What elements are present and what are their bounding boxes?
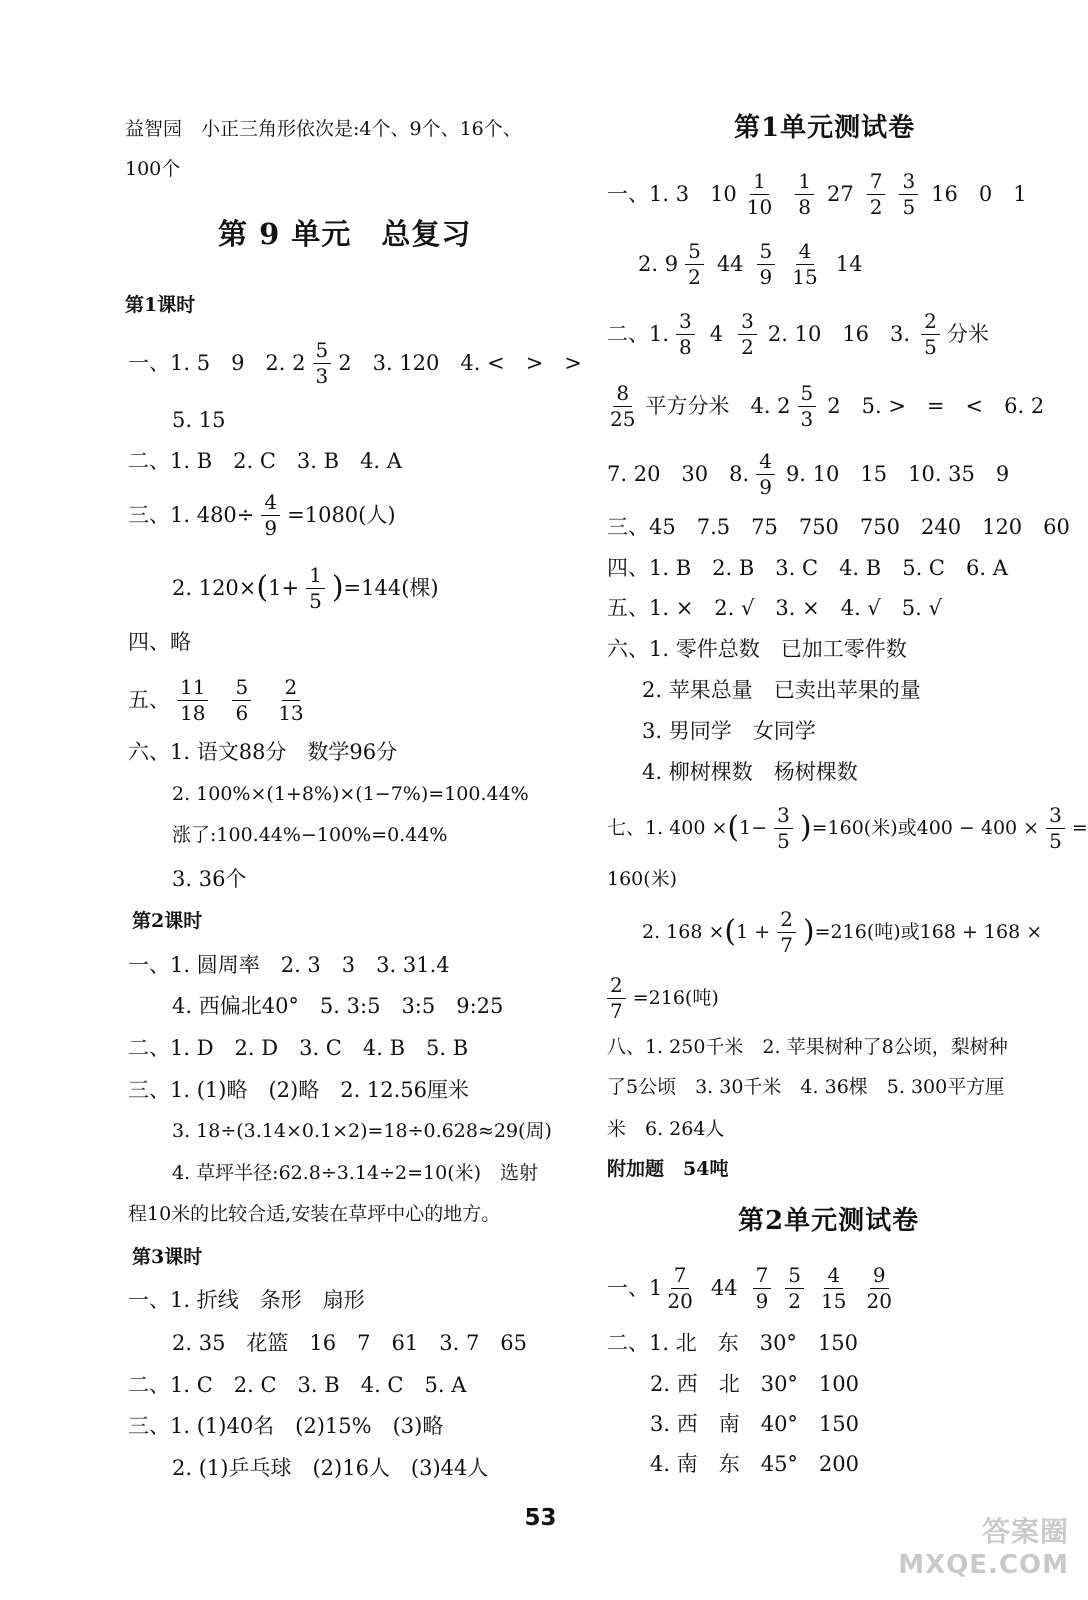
test1-q6-1: 六、1. 零件总数 已加工零件数 — [607, 637, 907, 661]
unit-title: 第 9 单元 总复习 — [218, 217, 472, 251]
fraction: $\frac{2}{7}$ — [607, 975, 626, 1022]
fraction: $\frac{3}{5}$ — [1046, 805, 1065, 852]
fraction: $\frac{3}{8}$ — [676, 311, 695, 358]
test2-q2-3: 3. 西 南 40° 150 — [650, 1412, 860, 1436]
fraction: $\frac{5}{2}$ — [685, 241, 704, 288]
lesson1-q6-3: 3. 36个 — [172, 867, 247, 891]
lesson1-q1-5: 5. 15 — [172, 408, 226, 432]
fraction: $\frac{5}{9}$ — [757, 241, 776, 288]
test1-q2-line3: 7. 20 30 8. $\frac{4}{9}$ 9. 10 15 10. 35 9 — [607, 448, 1010, 499]
fraction: $\frac{3}{5}$ — [899, 171, 918, 218]
lesson2-q3-1: 三、1. (1)略 (2)略 2. 12.56厘米 — [128, 1078, 470, 1102]
fraction: $\frac{2}{7}$ — [777, 909, 796, 956]
test1-q8-3: 米 6. 264人 — [607, 1118, 725, 1140]
fraction: $\frac{4}{15}$ — [821, 1262, 847, 1313]
fraction: $\frac{5}{3}$ — [798, 383, 817, 430]
test1-q4: 四、1. B 2. B 3. C 4. B 5. C 6. A — [607, 556, 1008, 580]
test2-q2-1: 二、1. 北 东 30° 150 — [607, 1331, 859, 1355]
fraction: $\frac{4}{15}$ — [792, 238, 818, 289]
fraction: $\frac{5}{6}$ — [232, 677, 251, 724]
test1-q1-line1: 一、1. 3 10 $\frac{1}{10}$ $\frac{1}{8}$ 27 $\frac{7}{2}$ $\frac{3}{5}$ 16 0 1 — [607, 168, 1027, 219]
lesson3-title: 第3课时 — [132, 1246, 203, 1268]
test1-q7-1b: 160(米) — [607, 868, 678, 890]
fraction: $\frac{3}{5}$ — [774, 805, 793, 852]
lesson1-q3-2: 2. 120× ( 1+ $\frac{1}{5}$ ) =144(棵) — [172, 562, 439, 613]
test2-q1: 一、1 $\frac{7}{20}$ 44 $\frac{7}{9}$ $\frac{5}{2}$ $\frac{4}{15}$ $\frac{9}{20}$ — [607, 1262, 902, 1314]
fraction: $\frac{4}{9}$ — [756, 451, 775, 498]
test1-q7-2: 2. 168 × ( 1 + $\frac{2}{7}$ ) =216(吨)或168 + 168 × — [642, 906, 1043, 957]
lesson1-q4: 四、略 — [128, 630, 191, 654]
fraction: $\frac{5}{3}$ — [313, 340, 332, 387]
lesson3-q3-2: 2. (1)乒乓球 (2)16人 (3)44人 — [172, 1456, 489, 1480]
lesson2-q3-4: 4. 草坪半径:62.8÷3.14÷2=10(米) 选射 — [172, 1162, 539, 1184]
puzzle-line-1: 益智园 小正三角形依次是:4个、9个、16个、 — [125, 118, 522, 140]
fraction: $\frac{9}{20}$ — [866, 1262, 892, 1313]
test1-bonus: 附加题 54吨 — [607, 1158, 729, 1180]
test1-q7-2b: $\frac{2}{7}$ =216(吨) — [607, 972, 719, 1024]
lesson3-q1-2: 2. 35 花篮 16 7 61 3. 7 65 — [172, 1331, 528, 1355]
fraction: $\frac{2}{5}$ — [921, 311, 940, 358]
fraction: $\frac{2}{13}$ — [278, 674, 304, 725]
lesson1-q1: 一、1. 5 9 2. 2 $\frac{5}{3}$ 2 3. 120 4. < > > — [128, 337, 582, 388]
fraction: $\frac{1}{5}$ — [306, 565, 325, 612]
lesson2-q1-2: 4. 西偏北40° 5. 3:5 3:5 9:25 — [172, 994, 504, 1018]
test1-title: 第1单元测试卷 — [734, 113, 916, 143]
lesson2-title: 第2课时 — [132, 910, 203, 932]
test1-q2-line1: 二、1. $\frac{3}{8}$ 4 $\frac{3}{2}$ 2. 10 16 3. $\frac{2}{5}$ 分米 — [607, 308, 989, 359]
test1-q8-2: 了5公顷 3. 30千米 4. 36棵 5. 300平方厘 — [607, 1076, 1005, 1098]
fraction: $\frac{7}{20}$ — [667, 1262, 693, 1313]
test1-q8-1: 八、1. 250千米 2. 苹果树种了8公顷，梨树种 — [607, 1036, 1008, 1058]
fraction: $\frac{7}{9}$ — [753, 1265, 772, 1312]
test1-q7-1: 七、1. 400 × ( 1− $\frac{3}{5}$ ) =160(米)或400 − 400 × $\frac{3}{5}$ = — [607, 802, 1088, 853]
test2-title: 第2单元测试卷 — [738, 1206, 920, 1236]
fraction: $\frac{1}{8}$ — [795, 171, 814, 218]
fraction: $\frac{7}{2}$ — [867, 171, 886, 218]
fraction: $\frac{3}{2}$ — [738, 311, 757, 358]
fraction: $\frac{4}{9}$ — [261, 492, 280, 539]
lesson3-q2: 二、1. C 2. C 3. B 4. C 5. A — [128, 1373, 467, 1397]
puzzle-line-2: 100个 — [125, 158, 181, 180]
lesson3-q3-1: 三、1. (1)40名 (2)15% (3)略 — [128, 1414, 444, 1438]
test1-q1-line2: 2. 9 $\frac{5}{2}$ 44 $\frac{5}{9}$ $\frac{4}{15}$ 14 — [638, 238, 863, 289]
test1-q5: 五、1. × 2. √ 3. × 4. √ 5. √ — [607, 596, 942, 620]
lesson1-q6-2b: 涨了:100.44%−100%=0.44% — [172, 824, 448, 846]
fraction: $\frac{11}{18}$ — [177, 677, 208, 724]
lesson1-q3-1: 三、1. 480÷ $\frac{4}{9}$ =1080(人) — [128, 489, 396, 540]
lesson1-q5: 五、 $\frac{11}{18}$ $\frac{5}{6}$ $\frac{2}{13}$ — [128, 675, 314, 725]
lesson1-q6-1: 六、1. 语文88分 数学96分 — [128, 740, 398, 764]
test1-q3: 三、45 7.5 75 750 750 240 120 60 — [607, 515, 1070, 539]
lesson2-q2: 二、1. D 2. D 3. C 4. B 5. B — [128, 1036, 469, 1060]
lesson2-q3-4b: 程10米的比较合适,安装在草坪中心的地方。 — [128, 1203, 501, 1225]
test1-q6-3: 3. 男同学 女同学 — [642, 719, 816, 743]
fraction: $\frac{8}{25}$ — [610, 380, 636, 431]
lesson3-q1-1: 一、1. 折线 条形 扇形 — [128, 1288, 365, 1312]
test1-q6-4: 4. 柳树棵数 杨树棵数 — [642, 760, 858, 784]
lesson2-q1-1: 一、1. 圆周率 2. 3 3 3. 31.4 — [128, 953, 450, 977]
lesson2-q3-3: 3. 18÷(3.14×0.1×2)=18÷0.628≈29(周) — [172, 1120, 552, 1142]
lesson1-q6-2: 2. 100%×(1+8%)×(1−7%)=100.44% — [172, 783, 529, 805]
page-number: 53 — [524, 1505, 557, 1531]
lesson1-q2: 二、1. B 2. C 3. B 4. A — [128, 449, 402, 473]
lesson1-title: 第1课时 — [125, 294, 196, 316]
test2-q2-2: 2. 西 北 30° 100 — [650, 1372, 860, 1396]
mixed-number: 一、1 $\frac{7}{20}$ — [607, 1265, 703, 1312]
test2-q2-4: 4. 南 东 45° 200 — [650, 1452, 860, 1476]
fraction: $\frac{1}{10}$ — [746, 168, 773, 219]
test1-q6-2: 2. 苹果总量 已卖出苹果的量 — [642, 678, 921, 702]
fraction: $\frac{5}{2}$ — [785, 1265, 804, 1312]
watermark-logo: 答案圈 MXQE.COM — [898, 1515, 1069, 1580]
test1-q2-line2: $\frac{8}{25}$ 平方分米 4. 2 $\frac{5}{3}$ 2 5. > = < 6. 2 — [607, 380, 1044, 432]
